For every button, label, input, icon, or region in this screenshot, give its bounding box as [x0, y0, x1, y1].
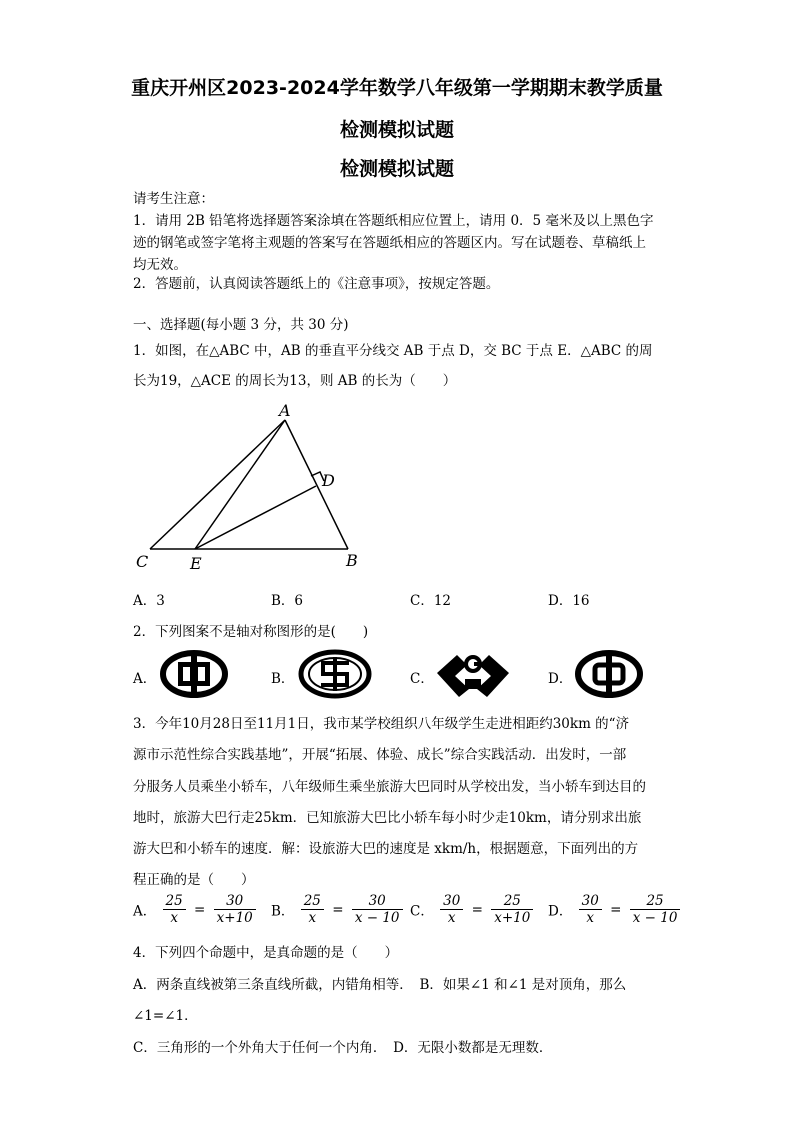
numerator: 25	[163, 893, 186, 910]
q2-option-b-letter: B．	[271, 671, 295, 687]
q1-option-c: C．12	[410, 593, 452, 609]
denominator: x	[447, 910, 456, 926]
q1-option-a: A．3	[133, 593, 165, 609]
numerator: 30	[440, 893, 463, 910]
option-letter: C．	[410, 903, 434, 920]
q1-option-d: D．16	[548, 593, 590, 609]
denominator: x − 10	[632, 910, 678, 926]
fraction-left	[301, 893, 324, 926]
q3-stem-line: 地时，旅游大巴行走25km．已知旅游大巴比小轿车每小时少走10km，请分别求出旅	[133, 810, 642, 826]
q4-option-line: C．三角形的一个外角大于任何一个内角． D．无限小数都是无理数．	[133, 1040, 553, 1056]
q3-stem-line: 源市示范性综合实践基地”，开展“拓展、体验、成长”综合实践活动．出发时，一部	[133, 747, 627, 763]
bank-logo-a-icon	[158, 649, 230, 699]
denominator: x − 10	[354, 910, 400, 926]
fraction-left	[579, 893, 602, 926]
notice-line: 迹的钢笔或签字笔将主观题的答案写在答题纸相应的答题区内。写在试题卷、草稿纸上	[133, 235, 646, 251]
q3-option-b	[271, 893, 405, 926]
q2-option-a-letter: A．	[133, 671, 157, 687]
q1-stem-line: 1．如图，在△ABC 中，AB 的垂直平分线交 AB 于点 D，交 BC 于点 E．△ABC 的周	[133, 343, 653, 359]
numerator: 25	[301, 893, 324, 910]
q3-stem-line: 游大巴和小轿车的速度．解：设旅游大巴的速度是 xkm/h，根据题意，下面列出的方	[133, 841, 639, 857]
numerator: 25	[630, 893, 681, 910]
q3-option-a	[133, 893, 258, 926]
section-heading: 一、选择题(每小题 3 分，共 30 分)	[133, 317, 349, 333]
denominator: x	[170, 910, 178, 926]
q3-stem-line: 3．今年10月28日至11月1日，我市某学校组织八年级学生走进相距约30km 的“济	[133, 716, 630, 732]
notice-line: 1．请用 2B 铅笔将选择题答案涂填在答题纸相应位置上，请用 0．5 毫米及以上黑色字	[133, 213, 654, 229]
bank-logo-b-icon	[297, 649, 373, 699]
q3-option-c	[410, 893, 535, 926]
q1-stem-line: 长为19，△ACE 的周长为13，则 AB 的长为（ ）	[133, 373, 457, 389]
point-d-label: D	[322, 471, 335, 490]
fraction-left	[440, 893, 463, 926]
vertex-a-label: A	[279, 401, 291, 420]
q2-option-c-letter: C．	[410, 671, 434, 687]
vertex-c-label: C	[136, 552, 149, 571]
q1-option-b: B．6	[271, 593, 304, 609]
bank-logo-c-icon	[435, 649, 511, 699]
notice-heading: 请考生注意：	[133, 191, 214, 207]
numerator: 30	[214, 893, 256, 910]
equals-sign: =	[610, 901, 622, 918]
bank-logo-d-icon	[573, 649, 645, 699]
page-subtitle-repeat: 检测模拟试题	[339, 158, 454, 180]
q3-option-d	[548, 893, 682, 926]
numerator: 30	[352, 893, 403, 910]
fraction-right	[352, 893, 403, 926]
notice-line: 均无效。	[133, 257, 187, 273]
q2-stem: 2．下列图案不是轴对称图形的是( )	[133, 624, 369, 640]
fraction-right	[491, 893, 533, 926]
q2-option-d-letter: D．	[548, 671, 573, 687]
equals-sign: =	[471, 901, 483, 918]
q4-stem: 4．下列四个命题中，是真命题的是（ ）	[133, 945, 399, 961]
denominator: x+10	[494, 910, 531, 926]
numerator: 25	[491, 893, 533, 910]
denominator: x	[586, 910, 595, 926]
q3-stem-line: 分服务人员乘坐小轿车，八年级师生乘坐旅游大巴同时从学校出发，当小轿车到达目的	[133, 779, 646, 795]
page-title: 重庆开州区2023-2024学年数学八年级第一学期期末教学质量	[131, 77, 663, 99]
notice-line: 2．答题前，认真阅读答题纸上的《注意事项》，按规定答题。	[133, 276, 500, 292]
triangle-figure	[130, 398, 380, 578]
fraction-left	[163, 893, 186, 926]
option-letter: B．	[271, 903, 295, 920]
q3-stem-line: 程正确的是（ ）	[133, 872, 255, 888]
option-letter: D．	[548, 903, 573, 920]
q4-option-line: A．两条直线被第三条直线所截，内错角相等． B．如果∠1 和∠1 是对顶角，那么	[133, 977, 627, 993]
fraction-right	[214, 893, 256, 926]
denominator: x+10	[216, 910, 253, 926]
page-subtitle: 检测模拟试题	[339, 119, 454, 141]
equals-sign: =	[332, 901, 344, 918]
option-letter: A．	[133, 903, 157, 920]
equals-sign: =	[194, 901, 206, 918]
vertex-b-label: B	[346, 551, 358, 570]
point-e-label: E	[190, 554, 202, 573]
numerator: 30	[579, 893, 602, 910]
q4-option-line: ∠1=∠1．	[133, 1008, 198, 1024]
denominator: x	[308, 910, 317, 926]
fraction-right	[630, 893, 681, 926]
